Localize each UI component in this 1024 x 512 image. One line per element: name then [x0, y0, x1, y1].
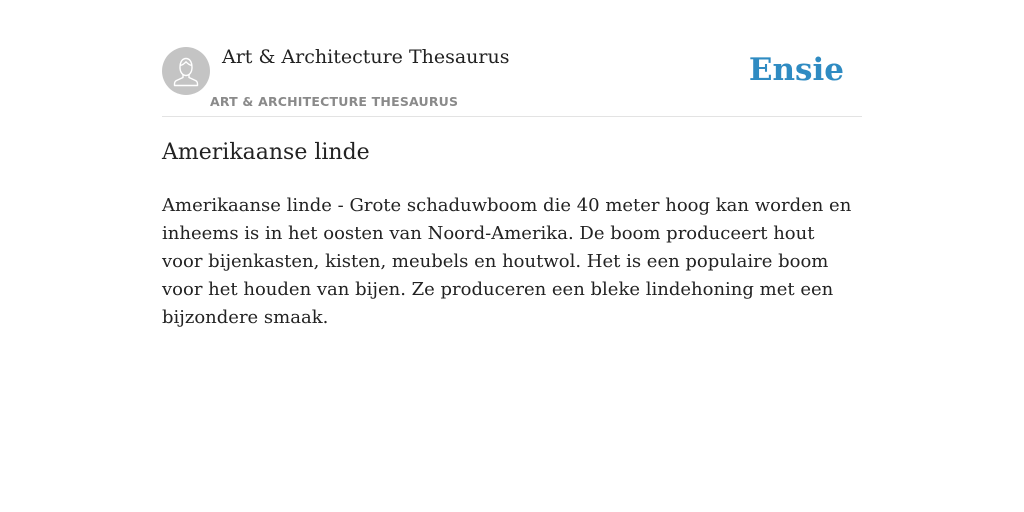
user-silhouette-icon: [162, 47, 210, 95]
brand-logo[interactable]: Ensie: [748, 52, 844, 88]
source-title[interactable]: Art & Architecture Thesaurus: [222, 46, 510, 68]
article-title: Amerikaanse linde: [162, 140, 370, 165]
source-subtitle[interactable]: ART & ARCHITECTURE THESAURUS: [210, 94, 459, 109]
avatar[interactable]: [162, 47, 210, 95]
article-body: Amerikaanse linde - Grote schaduwboom die 40 meter hoog kan worden en inheems is in het oosten van Noord-Amerika. De boom produceert hout voor bijenkasten, kisten, meubels en houtwol. Het is een populaire boom voor het houden van bijen. Ze produceren een bleke lindehoning met een bijzondere smaak.: [162, 195, 852, 328]
header: [162, 0, 862, 117]
